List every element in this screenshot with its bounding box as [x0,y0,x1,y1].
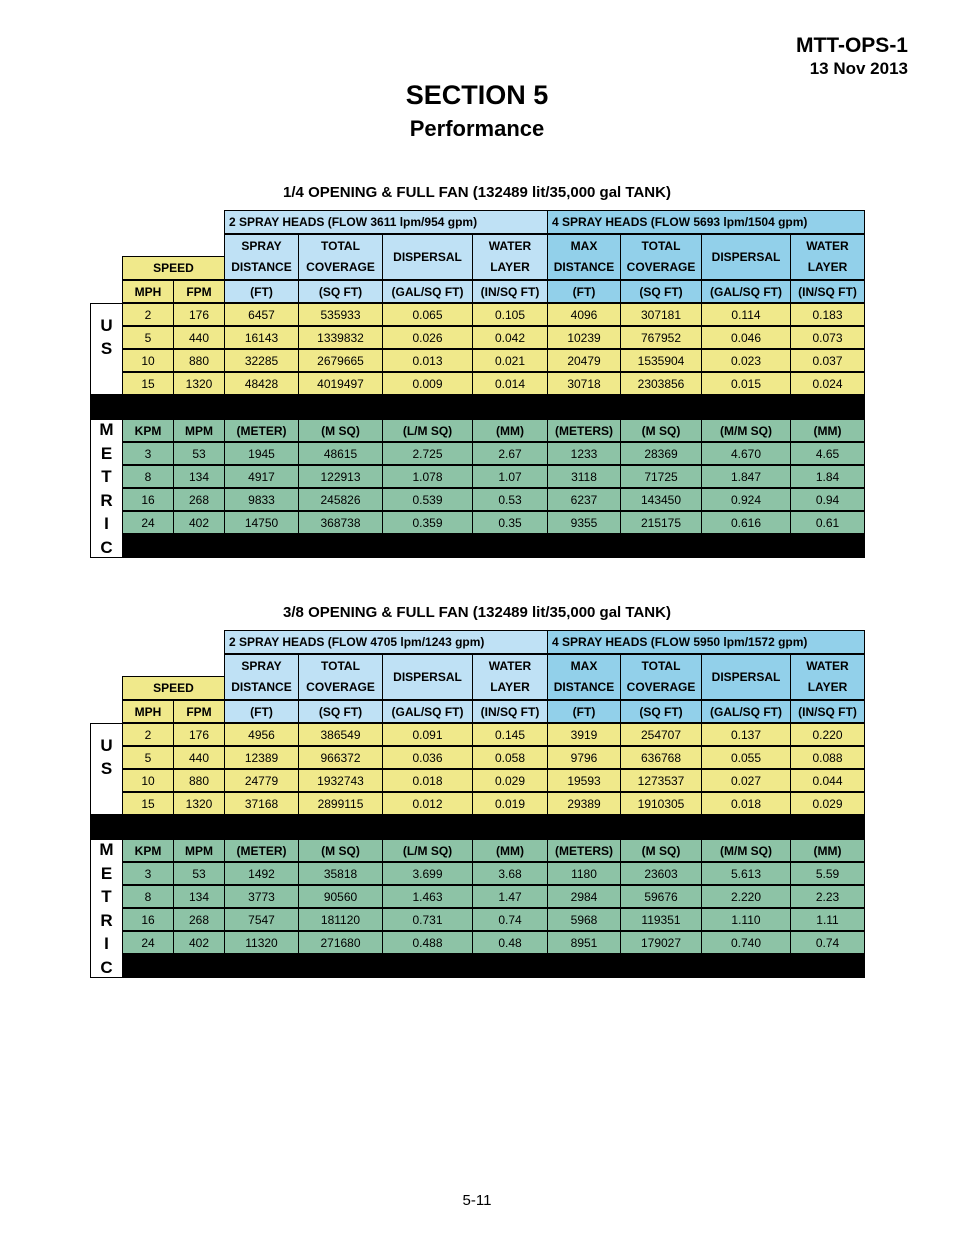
us-side-label [90,723,123,815]
us-data-cell: 0.073 [790,326,865,349]
us-data-cell: 0.024 [790,372,865,395]
us-side-letter: U [100,316,113,335]
us-data-cell: 0.019 [472,792,548,815]
metric-data-cell: 35818 [298,862,383,885]
metric-data-cell: 8 [122,885,174,908]
metric-unit-cell: MPM [173,419,225,442]
metric-data-cell: 368738 [298,511,383,534]
metric-data-cell: 0.94 [790,488,865,511]
column-header-line: DISTANCE [231,260,292,274]
us-data-cell: 37168 [224,792,299,815]
metric-data-cell: 134 [173,885,225,908]
metric-unit-cell: (M/M SQ) [701,419,791,442]
metric-data-cell: 28369 [620,442,702,465]
metric-unit-cell: (METER) [224,419,299,442]
us-data-cell: 48428 [224,372,299,395]
us-data-cell: 880 [173,769,225,792]
us-data-cell: 176 [173,303,225,326]
metric-data-cell: 4.670 [701,442,791,465]
speed-label: SPEED [122,676,225,700]
us-data-cell: 0.058 [472,746,548,769]
metric-data-cell: 1.110 [701,908,791,931]
us-unit-cell: (FT) [224,700,299,723]
column-header-4-1 [620,654,702,700]
us-data-cell: 0.137 [701,723,791,746]
metric-data-cell: 0.924 [701,488,791,511]
metric-unit-cell: (MM) [472,419,548,442]
metric-data-cell: 14750 [224,511,299,534]
us-unit-cell: (FT) [224,280,299,303]
us-data-cell: 15 [122,792,174,815]
metric-data-cell: 48615 [298,442,383,465]
us-unit-cell: (SQ FT) [298,700,383,723]
column-header-line: MAX [570,659,598,673]
us-unit-cell: (IN/SQ FT) [790,700,865,723]
us-data-cell: 15 [122,372,174,395]
metric-data-cell: 2984 [547,885,621,908]
metric-unit-cell: (MM) [472,839,548,862]
us-data-cell: 0.021 [472,349,548,372]
us-data-cell: 10 [122,769,174,792]
us-data-cell: 2679665 [298,349,383,372]
metric-data-cell: 9355 [547,511,621,534]
us-data-cell: 440 [173,326,225,349]
us-data-cell: 0.046 [701,326,791,349]
us-data-cell: 0.026 [382,326,473,349]
column-header-line: DISPERSAL [711,669,781,684]
column-header-line: TOTAL [641,239,681,253]
us-data-cell: 32285 [224,349,299,372]
column-header-line: DISPERSAL [393,669,462,684]
us-data-cell: 0.027 [701,769,791,792]
metric-data-cell: 0.61 [790,511,865,534]
metric-data-cell: 1233 [547,442,621,465]
us-data-cell: 20479 [547,349,621,372]
column-header-line: DISPERSAL [711,249,781,264]
metric-data-cell: 2.725 [382,442,473,465]
us-data-cell: 5 [122,326,174,349]
metric-data-cell: 9833 [224,488,299,511]
metric-side-letter: I [104,934,109,953]
us-data-cell: 0.015 [701,372,791,395]
column-header-line: SPRAY [241,239,282,253]
metric-data-cell: 1.07 [472,465,548,488]
metric-side-letter: C [100,957,113,977]
metric-data-cell: 8 [122,465,174,488]
us-unit-cell: (IN/SQ FT) [472,280,548,303]
metric-unit-cell: (MM) [790,839,865,862]
metric-data-cell: 90560 [298,885,383,908]
speed-label: SPEED [122,256,225,280]
metric-unit-cell: (L/M SQ) [382,419,473,442]
us-data-cell: 176 [173,723,225,746]
us-data-cell: 4096 [547,303,621,326]
us-data-cell: 2303856 [620,372,702,395]
metric-data-cell: 181120 [298,908,383,931]
us-data-cell: 30718 [547,372,621,395]
us-unit-cell: MPH [122,700,174,723]
us-data-cell: 24779 [224,769,299,792]
us-unit-cell: (GAL/SQ FT) [382,700,473,723]
metric-side-letter: I [104,514,109,533]
us-unit-cell: (GAL/SQ FT) [701,280,791,303]
metric-side-label [90,839,123,978]
us-data-cell: 0.055 [701,746,791,769]
metric-data-cell: 59676 [620,885,702,908]
us-data-cell: 767952 [620,326,702,349]
separator-bar [90,814,865,839]
column-header-line: COVERAGE [626,260,696,274]
column-header-line: LAYER [807,260,848,274]
us-data-cell: 0.183 [790,303,865,326]
metric-data-cell: 4917 [224,465,299,488]
metric-data-cell: 0.359 [382,511,473,534]
metric-data-cell: 16 [122,488,174,511]
metric-data-cell: 2.67 [472,442,548,465]
us-data-cell: 16143 [224,326,299,349]
metric-unit-cell: (L/M SQ) [382,839,473,862]
metric-data-cell: 119351 [620,908,702,931]
metric-side-letter: T [101,467,112,486]
metric-data-cell: 0.35 [472,511,548,534]
us-data-cell: 10 [122,349,174,372]
metric-unit-cell: (M SQ) [298,839,383,862]
us-data-cell: 535933 [298,303,383,326]
metric-data-cell: 5968 [547,908,621,931]
metric-data-cell: 0.74 [790,931,865,954]
metric-data-cell: 3 [122,862,174,885]
metric-data-cell: 268 [173,908,225,931]
us-data-cell: 0.088 [790,746,865,769]
metric-unit-cell: (METERS) [547,839,621,862]
metric-data-cell: 134 [173,465,225,488]
us-side-letter: U [100,736,113,755]
us-data-cell: 0.105 [472,303,548,326]
us-data-cell: 307181 [620,303,702,326]
us-data-cell: 0.065 [382,303,473,326]
metric-data-cell: 5.59 [790,862,865,885]
us-data-cell: 1320 [173,792,225,815]
us-data-cell: 254707 [620,723,702,746]
metric-data-cell: 268 [173,488,225,511]
us-data-cell: 19593 [547,769,621,792]
us-data-cell: 3919 [547,723,621,746]
column-header-line: WATER [488,239,532,253]
metric-data-cell: 3 [122,442,174,465]
metric-data-cell: 1.11 [790,908,865,931]
us-data-cell: 0.029 [472,769,548,792]
metric-data-cell: 143450 [620,488,702,511]
us-data-cell: 12389 [224,746,299,769]
column-header-line: WATER [488,659,532,673]
column-header-line: TOTAL [641,659,681,673]
metric-data-cell: 1.847 [701,465,791,488]
us-data-cell: 0.023 [701,349,791,372]
column-header-line: COVERAGE [306,260,375,274]
us-side-letter: S [100,759,113,778]
metric-unit-cell: KPM [122,419,174,442]
metric-data-cell: 2.220 [701,885,791,908]
metric-unit-cell: (METER) [224,839,299,862]
metric-data-cell: 0.48 [472,931,548,954]
metric-data-cell: 53 [173,442,225,465]
us-unit-cell: (SQ FT) [620,700,702,723]
table-1-title: 1/4 OPENING & FULL FAN (132489 lit/35,000 gal TANK) [283,184,671,201]
group-4-spray-heads-header: 4 SPRAY HEADS (FLOW 5950 lpm/1572 gpm) [547,630,865,654]
group-2-spray-heads-header: 2 SPRAY HEADS (FLOW 3611 lpm/954 gpm) [224,210,548,234]
us-data-cell: 4956 [224,723,299,746]
metric-data-cell: 71725 [620,465,702,488]
us-unit-cell: (FT) [547,700,621,723]
metric-data-cell: 1492 [224,862,299,885]
column-header-2-3 [472,654,548,700]
column-header-line: DISTANCE [553,260,615,274]
column-header-line: TOTAL [321,239,360,253]
us-data-cell: 966372 [298,746,383,769]
metric-data-cell: 2.23 [790,885,865,908]
metric-side-label [90,419,123,558]
us-data-cell: 6457 [224,303,299,326]
metric-data-cell: 0.74 [472,908,548,931]
us-data-cell: 2 [122,723,174,746]
metric-data-cell: 1.47 [472,885,548,908]
metric-data-cell: 6237 [547,488,621,511]
us-data-cell: 0.114 [701,303,791,326]
separator-bar [90,394,865,419]
metric-data-cell: 1.84 [790,465,865,488]
metric-data-cell: 3.68 [472,862,548,885]
us-data-cell: 0.091 [382,723,473,746]
us-unit-cell: (SQ FT) [620,280,702,303]
us-data-cell: 440 [173,746,225,769]
metric-data-cell: 16 [122,908,174,931]
us-unit-cell: MPH [122,280,174,303]
metric-side-letter: M [99,840,114,859]
us-data-cell: 386549 [298,723,383,746]
metric-side-letter: C [100,537,113,557]
metric-data-cell: 5.613 [701,862,791,885]
us-data-cell: 4019497 [298,372,383,395]
column-header-2-2 [382,654,473,700]
us-data-cell: 2 [122,303,174,326]
metric-data-cell: 402 [173,931,225,954]
metric-data-cell: 8951 [547,931,621,954]
column-header-line: LAYER [490,680,530,694]
column-header-line: DISTANCE [231,680,292,694]
us-data-cell: 0.220 [790,723,865,746]
us-data-cell: 0.013 [382,349,473,372]
us-unit-cell: (IN/SQ FT) [790,280,865,303]
us-data-cell: 0.044 [790,769,865,792]
page-number: 5-11 [462,1192,492,1209]
metric-side-letter: T [101,887,112,906]
us-data-cell: 1273537 [620,769,702,792]
metric-data-cell: 1.463 [382,885,473,908]
us-unit-cell: (SQ FT) [298,280,383,303]
us-data-cell: 0.036 [382,746,473,769]
metric-data-cell: 11320 [224,931,299,954]
document-date: 13 Nov 2013 [809,59,908,78]
us-unit-cell: FPM [173,700,225,723]
us-unit-cell: (FT) [547,280,621,303]
column-header-line: LAYER [490,260,530,274]
table-2-title: 3/8 OPENING & FULL FAN (132489 lit/35,000 gal TANK) [283,604,671,621]
metric-data-cell: 0.53 [472,488,548,511]
metric-data-cell: 23603 [620,862,702,885]
group-4-spray-heads-header: 4 SPRAY HEADS (FLOW 5693 lpm/1504 gpm) [547,210,865,234]
us-data-cell: 0.029 [790,792,865,815]
us-data-cell: 1535904 [620,349,702,372]
us-data-cell: 1910305 [620,792,702,815]
column-header-4-3 [790,654,865,700]
column-header-4-2 [701,654,791,700]
metric-data-cell: 53 [173,862,225,885]
metric-unit-cell: (M/M SQ) [701,839,791,862]
metric-data-cell: 1945 [224,442,299,465]
column-header-line: WATER [806,239,849,253]
metric-side-letter: R [100,910,113,930]
us-data-cell: 0.012 [382,792,473,815]
metric-data-cell: 402 [173,511,225,534]
metric-data-cell: 24 [122,511,174,534]
metric-unit-cell: MPM [173,839,225,862]
us-data-cell: 1320 [173,372,225,395]
metric-side-letter: E [100,863,113,883]
metric-unit-cell: (M SQ) [298,419,383,442]
us-data-cell: 10239 [547,326,621,349]
us-unit-cell: FPM [173,280,225,303]
us-data-cell: 0.018 [701,792,791,815]
column-header-line: MAX [570,239,598,253]
metric-unit-cell: (M SQ) [620,419,702,442]
metric-data-cell: 215175 [620,511,702,534]
column-header-2-0 [224,654,299,700]
metric-data-cell: 271680 [298,931,383,954]
us-data-cell: 9796 [547,746,621,769]
metric-data-cell: 0.539 [382,488,473,511]
metric-side-letter: E [100,443,113,463]
column-header-line: COVERAGE [626,680,696,694]
metric-unit-cell: (M SQ) [620,839,702,862]
metric-unit-cell: KPM [122,839,174,862]
us-data-cell: 0.009 [382,372,473,395]
column-header-line: DISPERSAL [393,249,462,264]
metric-side-letter: R [100,490,113,510]
metric-data-cell: 3773 [224,885,299,908]
bottom-bar [122,534,865,558]
us-data-cell: 636768 [620,746,702,769]
column-header-line: SPRAY [241,659,282,673]
metric-unit-cell: (METERS) [547,419,621,442]
group-2-spray-heads-header: 2 SPRAY HEADS (FLOW 4705 lpm/1243 gpm) [224,630,548,654]
column-header-line: LAYER [807,680,848,694]
us-data-cell: 0.018 [382,769,473,792]
metric-data-cell: 179027 [620,931,702,954]
metric-data-cell: 3.699 [382,862,473,885]
metric-data-cell: 24 [122,931,174,954]
document-id: MTT-OPS-1 [795,34,908,57]
us-data-cell: 29389 [547,792,621,815]
column-header-line: COVERAGE [306,680,375,694]
column-header-2-1 [298,654,383,700]
column-header-line: DISTANCE [553,680,615,694]
us-data-cell: 2899115 [298,792,383,815]
metric-data-cell: 4.65 [790,442,865,465]
us-unit-cell: (IN/SQ FT) [472,700,548,723]
column-header-line: TOTAL [321,659,360,673]
us-data-cell: 0.042 [472,326,548,349]
metric-data-cell: 1.078 [382,465,473,488]
column-header-4-0 [547,654,621,700]
bottom-bar [122,954,865,978]
metric-data-cell: 0.488 [382,931,473,954]
metric-data-cell: 0.731 [382,908,473,931]
us-data-cell: 880 [173,349,225,372]
us-unit-cell: (GAL/SQ FT) [382,280,473,303]
section-subtitle: Performance [409,116,545,141]
metric-data-cell: 3118 [547,465,621,488]
metric-data-cell: 0.616 [701,511,791,534]
metric-data-cell: 1180 [547,862,621,885]
us-data-cell: 0.037 [790,349,865,372]
column-header-line: WATER [806,659,849,673]
us-data-cell: 5 [122,746,174,769]
section-title: SECTION 5 [405,80,549,110]
metric-data-cell: 122913 [298,465,383,488]
us-data-cell: 1339832 [298,326,383,349]
metric-data-cell: 245826 [298,488,383,511]
us-data-cell: 0.014 [472,372,548,395]
metric-data-cell: 7547 [224,908,299,931]
us-side-letter: S [100,339,113,358]
metric-unit-cell: (MM) [790,419,865,442]
us-data-cell: 0.145 [472,723,548,746]
us-data-cell: 1932743 [298,769,383,792]
us-unit-cell: (GAL/SQ FT) [701,700,791,723]
metric-data-cell: 0.740 [701,931,791,954]
metric-side-letter: M [99,420,114,439]
